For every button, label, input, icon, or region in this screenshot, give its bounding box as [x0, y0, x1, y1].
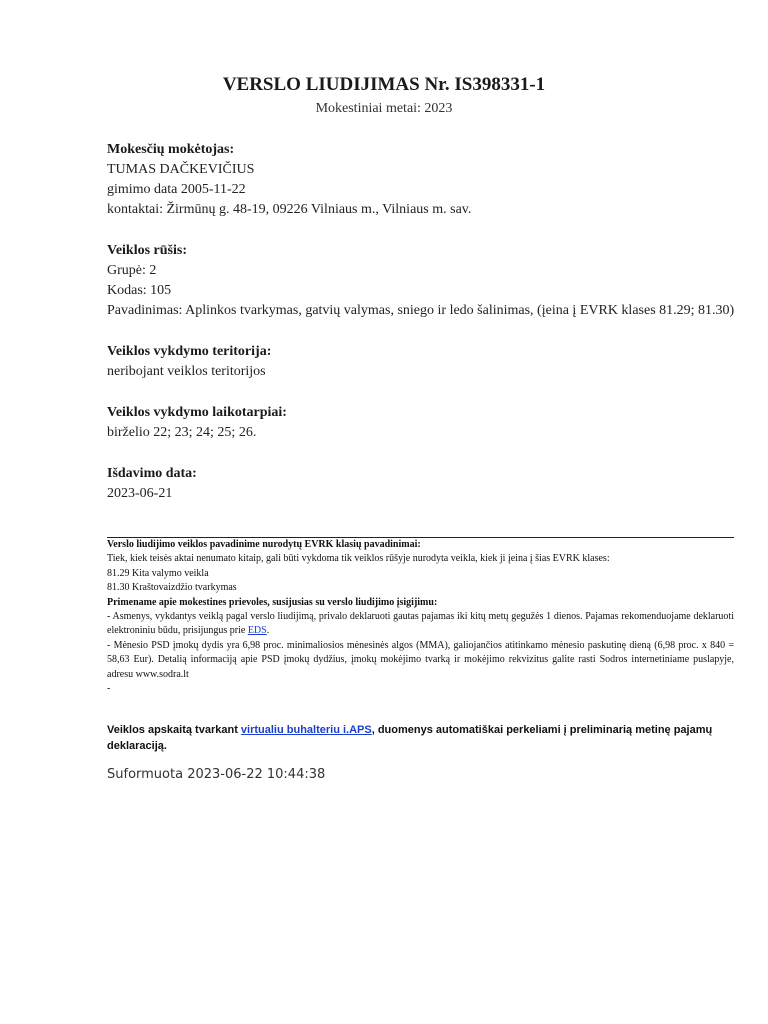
taxpayer-birth-date: gimimo data 2005-11-22 [107, 182, 246, 197]
activity-name: Pavadinimas: Aplinkos tvarkymas, gatvių valymas, sniego ir ledo šalinimas, (įeina į EVRK klases 81.29; 81.30) [107, 303, 735, 318]
accounting-prefix: Veiklos apskaitą tvarkant [107, 724, 238, 736]
reminder-paragraph-2: - Mėnesio PSD įmokų dydis yra 6,98 proc. minimaliosios mėnesinės algos (MMA), galiojančios atitinkamo mėnesio paskutinę dieną (6,98 proc. x 840 = 58,63 Eur). Detalią informaciją apie PSD įmokų dydžius, įmokų mokėjimo tvarką ir mokėjimo rekvizitus galite rasti Sodros internetiniame puslapyje, adresu www.sodra.lt [107, 639, 734, 680]
activity-code: Kodas: 105 [107, 283, 172, 298]
reminder-paragraph-1-text: - Asmenys, vykdantys veiklą pagal verslo liudijimą, privalo deklaruoti gautas pajamas iki kitų metų gegužės 1 dienos. Pajamas rekomenduojame deklaruoti elektroniniu būdu, prisijungus prie [107, 611, 734, 637]
issue-date-value: 2023-06-21 [107, 486, 173, 501]
territory-label: Veiklos vykdymo teritorija: [107, 344, 272, 359]
accounting-suffix: , duomenys automatiškai perkeliami į preliminarią metinę pajamų deklaraciją. [107, 724, 713, 752]
issue-date-section [107, 464, 737, 504]
activity-group: Grupė: 2 [107, 263, 157, 278]
taxpayer-name: TUMAS DAČKEVIČIUS [107, 162, 255, 177]
reminder-heading: Primename apie mokestines prievoles, susijusias su verslo liudijimo įsigijimu: [107, 596, 438, 608]
reminder-dash: - [107, 683, 111, 695]
iaps-link[interactable]: virtualiu buhalteriu i.APS [240, 724, 372, 736]
reminder-paragraph-1 [107, 610, 734, 639]
evrk-class-1: 81.29 Kita valymo veikla [107, 567, 209, 579]
taxpayer-label: Mokesčių mokėtojas: [107, 142, 235, 157]
eds-link[interactable]: EDS [247, 625, 267, 637]
taxpayer-contacts: kontaktai: Žirmūnų g. 48-19, 09226 Vilniaus m., Vilniaus m. sav. [107, 202, 472, 217]
activity-section [107, 241, 737, 321]
taxpayer-section [107, 140, 737, 220]
evrk-intro: Tiek, kiek teisės aktai nenumato kitaip, gali būti vykdoma tik veiklos rūšyje nurodyta veikla, kiek ji įeina į šias EVRK klases: [107, 553, 610, 565]
territory-section [107, 342, 737, 382]
generated-timestamp: Suformuota 2023-06-22 10:44:38 [107, 767, 326, 782]
evrk-class-2: 81.30 Kraštovaizdžio tvarkymas [107, 582, 237, 594]
periods-section [107, 403, 737, 443]
territory-value: neribojant veiklos teritorijos [107, 364, 266, 379]
evrk-heading: Verslo liudijimo veiklos pavadinime nurodytų EVRK klasių pavadinimai: [107, 539, 421, 550]
activity-label: Veiklos rūšis: [107, 243, 188, 258]
certificate-body [107, 140, 737, 525]
tax-year: Mokestiniai metai: 2023 [315, 101, 453, 116]
reminder-paragraph-1-end: . [266, 625, 270, 637]
accounting-note [107, 722, 734, 754]
periods-value: birželio 22; 23; 24; 25; 26. [107, 425, 257, 440]
periods-label: Veiklos vykdymo laikotarpiai: [107, 405, 287, 420]
notes-block [107, 538, 734, 696]
document-title: VERSLO LIUDIJIMAS Nr. IS398331-1 [222, 74, 546, 95]
issue-date-label: Išdavimo data: [107, 466, 197, 481]
